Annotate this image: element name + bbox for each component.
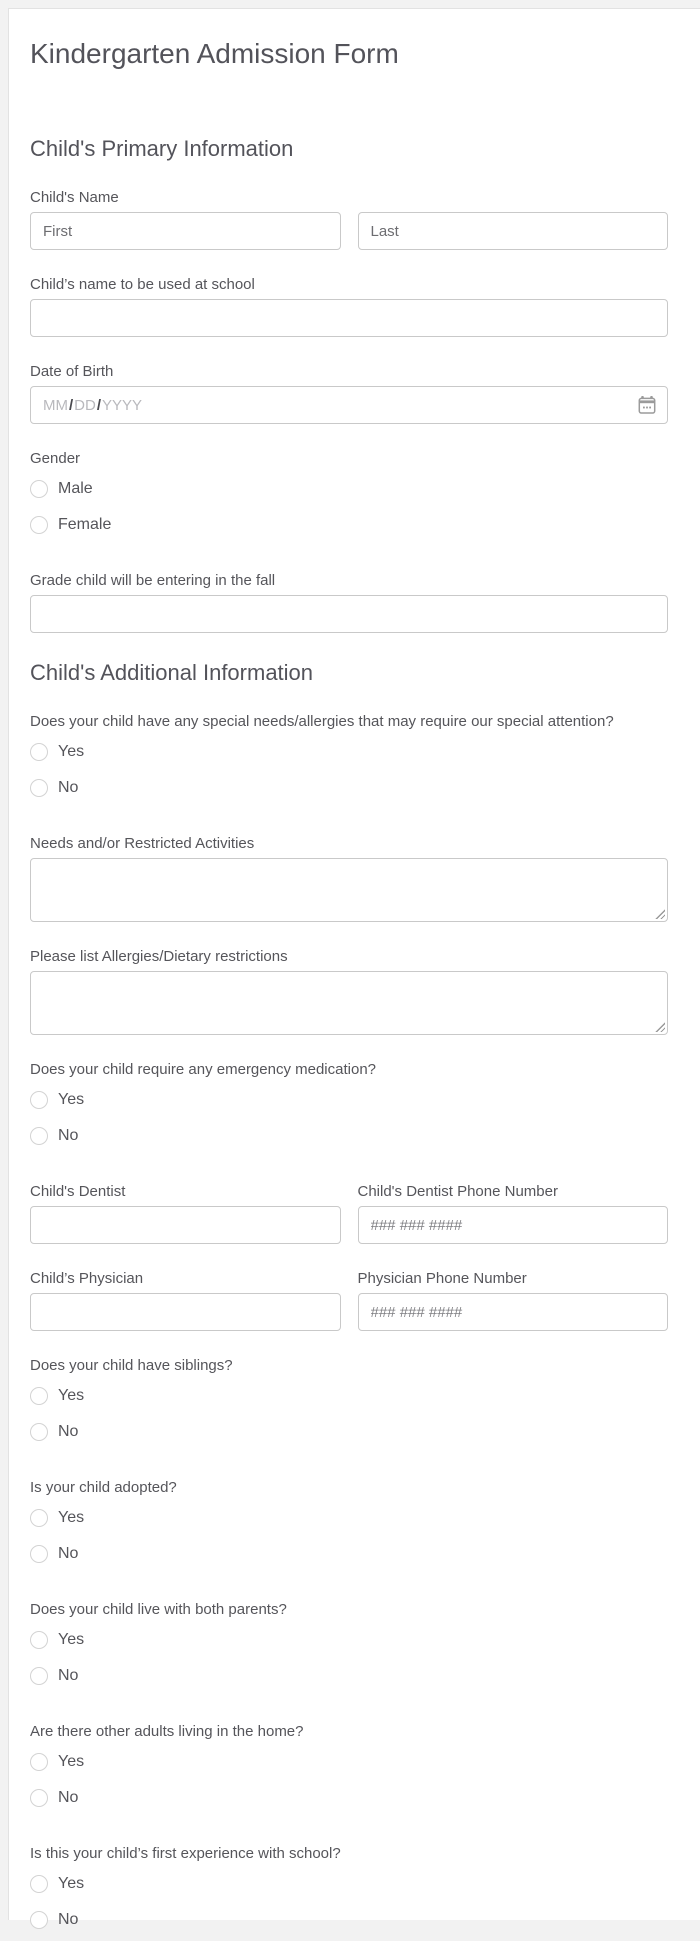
- radio-button-icon[interactable]: [30, 1911, 48, 1929]
- radio-option-label: Female: [58, 516, 112, 533]
- form-body: [30, 135, 668, 1941]
- radio-option-label: No: [58, 1545, 79, 1562]
- radio-options: [30, 480, 668, 534]
- radio-options: [30, 743, 668, 797]
- radio-button-icon[interactable]: [30, 779, 48, 797]
- field-label: Child's Dentist: [30, 1183, 126, 1200]
- column-child-s-dentist-phone-number: [358, 1183, 669, 1244]
- child-s-dentist-input[interactable]: [30, 1206, 341, 1244]
- child-s-physician-input[interactable]: [30, 1293, 341, 1331]
- radio-button-icon[interactable]: [30, 1667, 48, 1685]
- field-is-this-your-child-s-first-experience-with: [30, 1845, 668, 1941]
- field-label: Does your child require any emergency medication?: [30, 1061, 377, 1078]
- field-label: Child’s name to be used at school: [30, 276, 255, 293]
- field-needs-and-or-restricted-activities: [30, 835, 668, 922]
- two-column-row: [30, 1270, 668, 1331]
- form-section: [30, 135, 668, 633]
- form-section: [30, 659, 668, 1941]
- name-inputs: [30, 212, 668, 250]
- field-label: Needs and/or Restricted Activities: [30, 835, 255, 852]
- radio-option-does-your-child-require-any-emergency-medi-yes[interactable]: [30, 1091, 668, 1109]
- field-label: Date of Birth: [30, 363, 114, 380]
- field-label: Child's Name: [30, 189, 119, 206]
- field-label: Physician Phone Number: [357, 1270, 527, 1287]
- radio-button-icon[interactable]: [30, 480, 48, 498]
- radio-button-icon[interactable]: [30, 1387, 48, 1405]
- radio-option-label: Male: [58, 480, 93, 497]
- field-gender: [30, 450, 668, 546]
- field-label: Are there other adults living in the home?: [30, 1723, 304, 1740]
- radio-option-label: No: [58, 1911, 79, 1928]
- child-s-dentist-phone-number-input[interactable]: [358, 1206, 669, 1244]
- radio-button-icon[interactable]: [30, 1631, 48, 1649]
- radio-option-does-your-child-live-with-both-parents-yes[interactable]: [30, 1631, 668, 1649]
- form-title: Kindergarten Admission Form: [30, 38, 399, 69]
- section-heading: Child's Additional Information: [30, 660, 314, 685]
- radio-button-icon[interactable]: [30, 1423, 48, 1441]
- radio-option-does-your-child-have-siblings-no[interactable]: [30, 1423, 668, 1441]
- please-list-allergies-dietary-restrictions-textarea[interactable]: [30, 971, 668, 1035]
- field-does-your-child-have-siblings: [30, 1357, 668, 1453]
- radio-option-does-your-child-live-with-both-parents-no[interactable]: [30, 1667, 668, 1685]
- date-separator: /: [96, 396, 102, 414]
- field-child-s-name: [30, 189, 668, 250]
- radio-button-icon[interactable]: [30, 1509, 48, 1527]
- two-column-row: [30, 1183, 668, 1244]
- child-s-name-to-be-used-at-school-input[interactable]: [30, 299, 668, 337]
- radio-option-are-there-other-adults-living-in-the-home-no[interactable]: [30, 1789, 668, 1807]
- field-is-your-child-adopted: [30, 1479, 668, 1575]
- radio-option-label: No: [58, 1789, 79, 1806]
- needs-and-or-restricted-activities-textarea[interactable]: [30, 858, 668, 922]
- field-label: Does your child live with both parents?: [30, 1601, 287, 1618]
- date-of-birth-input[interactable]: [30, 386, 668, 424]
- form-card: [8, 8, 700, 1928]
- date-placeholder-day: DD: [74, 396, 96, 414]
- radio-button-icon[interactable]: [30, 1091, 48, 1109]
- radio-options: [30, 1875, 668, 1929]
- radio-option-gender-male[interactable]: [30, 480, 668, 498]
- field-please-list-allergies-dietary-restrictions: [30, 948, 668, 1035]
- radio-option-label: Yes: [58, 1091, 85, 1108]
- radio-option-label: No: [58, 779, 79, 796]
- first-name-input[interactable]: [30, 212, 341, 250]
- field-label: Grade child will be entering in the fall: [30, 572, 276, 589]
- radio-option-is-this-your-child-s-first-experience-with-no[interactable]: [30, 1911, 668, 1929]
- field-label: Child’s Physician: [30, 1270, 144, 1287]
- field-label: Please list Allergies/Dietary restrictions: [30, 948, 288, 965]
- radio-option-are-there-other-adults-living-in-the-home-yes[interactable]: [30, 1753, 668, 1771]
- radio-button-icon[interactable]: [30, 743, 48, 761]
- radio-option-is-your-child-adopted-no[interactable]: [30, 1545, 668, 1563]
- section-heading: Child's Primary Information: [30, 136, 294, 161]
- radio-option-gender-female[interactable]: [30, 516, 668, 534]
- radio-options: [30, 1631, 668, 1685]
- radio-option-is-your-child-adopted-yes[interactable]: [30, 1509, 668, 1527]
- field-label: Does your child have any special needs/allergies that may require our special attention?: [30, 713, 614, 730]
- field-child-s-name-to-be-used-at-school: [30, 276, 668, 337]
- date-placeholder-month: MM: [43, 396, 68, 414]
- radio-option-label: Yes: [58, 1387, 85, 1404]
- field-label: Child's Dentist Phone Number: [357, 1183, 558, 1200]
- radio-button-icon[interactable]: [30, 1127, 48, 1145]
- field-date-of-birth: [30, 363, 668, 424]
- radio-option-is-this-your-child-s-first-experience-with-yes[interactable]: [30, 1875, 668, 1893]
- radio-option-does-your-child-require-any-emergency-medi-no[interactable]: [30, 1127, 668, 1145]
- radio-option-label: No: [58, 1667, 79, 1684]
- radio-option-label: Yes: [58, 1631, 85, 1648]
- grade-child-will-be-entering-in-the-fall-input[interactable]: [30, 595, 668, 633]
- last-name-input[interactable]: [358, 212, 669, 250]
- date-placeholder-year: YYYY: [102, 396, 143, 414]
- field-are-there-other-adults-living-in-the-home: [30, 1723, 668, 1819]
- radio-option-label: No: [58, 1423, 79, 1440]
- radio-option-does-your-child-have-any-special-needs-all-yes[interactable]: [30, 743, 668, 761]
- radio-options: [30, 1509, 668, 1563]
- calendar-icon[interactable]: [636, 394, 658, 416]
- radio-option-does-your-child-have-siblings-yes[interactable]: [30, 1387, 668, 1405]
- column-physician-phone-number: [358, 1270, 669, 1331]
- field-does-your-child-have-any-special-needs-all: [30, 713, 668, 809]
- radio-option-does-your-child-have-any-special-needs-all-no[interactable]: [30, 779, 668, 797]
- field-label: Is this your child’s first experience with school?: [30, 1845, 341, 1862]
- radio-options: [30, 1753, 668, 1807]
- radio-option-label: Yes: [58, 1875, 85, 1892]
- radio-option-label: No: [58, 1127, 79, 1144]
- radio-button-icon[interactable]: [30, 1753, 48, 1771]
- field-does-your-child-live-with-both-parents: [30, 1601, 668, 1697]
- radio-option-label: Yes: [58, 1509, 85, 1526]
- column-child-s-dentist: [30, 1183, 341, 1244]
- radio-option-label: Yes: [58, 743, 85, 760]
- radio-button-icon[interactable]: [30, 516, 48, 534]
- radio-button-icon[interactable]: [30, 1789, 48, 1807]
- field-label: Is your child adopted?: [30, 1479, 177, 1496]
- column-child-s-physician: [30, 1270, 341, 1331]
- field-label: Gender: [30, 450, 81, 467]
- field-does-your-child-require-any-emergency-medi: [30, 1061, 668, 1157]
- field-grade-child-will-be-entering-in-the-fall: [30, 572, 668, 633]
- radio-option-label: Yes: [58, 1753, 85, 1770]
- field-label: Does your child have siblings?: [30, 1357, 233, 1374]
- date-separator: /: [69, 396, 74, 414]
- radio-options: [30, 1091, 668, 1145]
- radio-button-icon[interactable]: [30, 1875, 48, 1893]
- physician-phone-number-input[interactable]: [358, 1293, 669, 1331]
- radio-button-icon[interactable]: [30, 1545, 48, 1563]
- radio-options: [30, 1387, 668, 1441]
